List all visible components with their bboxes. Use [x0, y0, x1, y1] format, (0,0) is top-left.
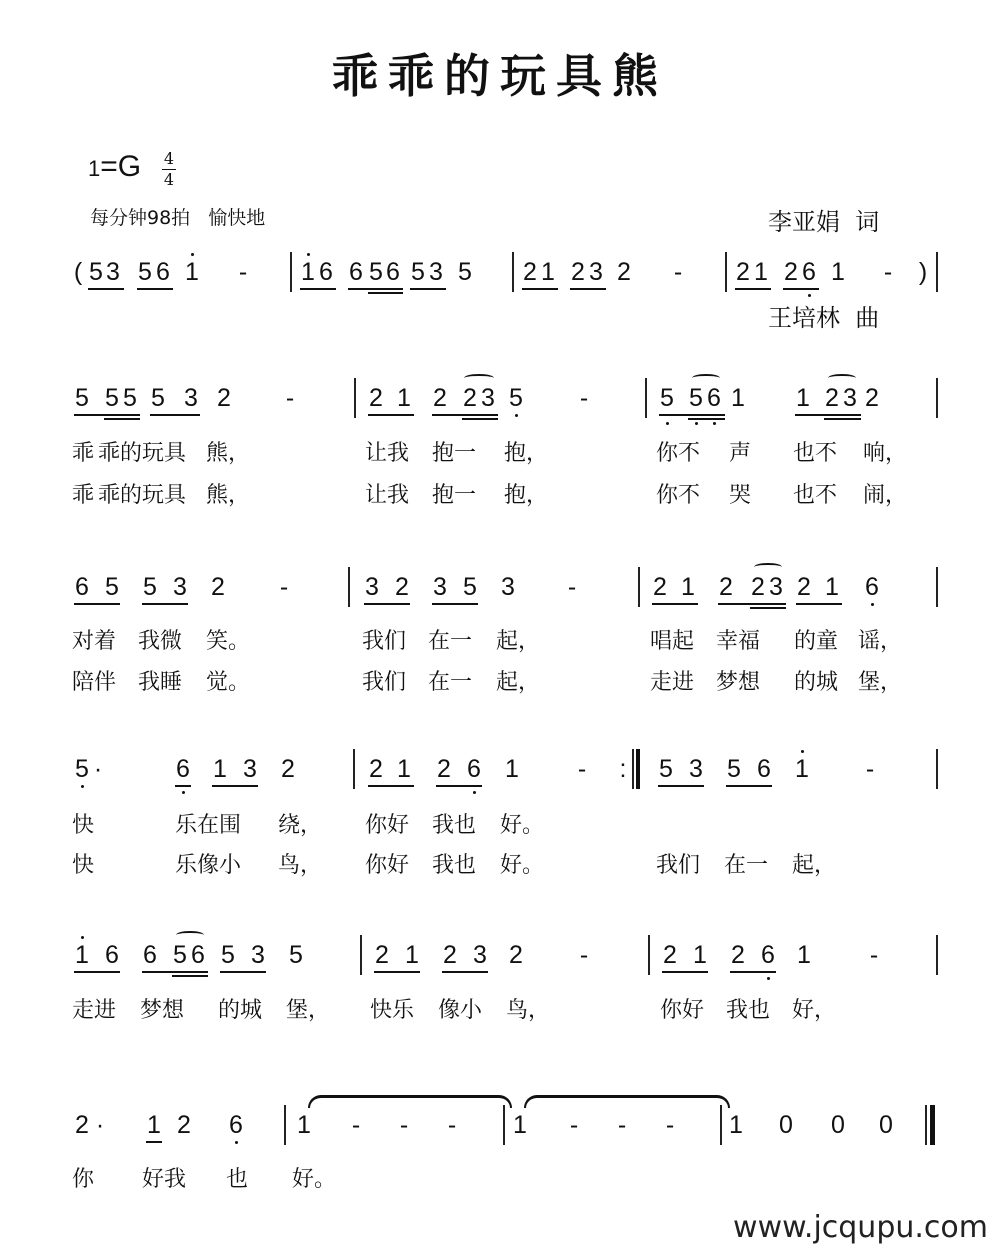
underline-eighth [735, 288, 771, 290]
note: 3 [473, 941, 487, 969]
underline-eighth [74, 971, 120, 973]
barline-repeat-thin [632, 749, 634, 789]
tempo-marking: 每分钟98拍 愉快地 [90, 207, 266, 229]
lyric: 在一 [428, 629, 473, 654]
underline-eighth [432, 603, 478, 605]
underline-sixteenth [104, 418, 140, 420]
note: 3 [589, 258, 603, 286]
note: 3 [481, 384, 495, 412]
note-low: 5 [509, 384, 523, 412]
lyric: 也不 [793, 441, 838, 466]
underline-eighth [795, 414, 861, 416]
dash: - [279, 573, 289, 601]
dash: - [238, 258, 248, 286]
lyric: 唱起 [650, 629, 695, 654]
watermark-url: www.jcqupu.com [733, 1210, 988, 1245]
note: 5 [138, 258, 152, 286]
lyric: 你好 [365, 813, 410, 838]
note: 2 [433, 384, 447, 412]
slur [176, 931, 204, 939]
barline [936, 749, 938, 789]
barline [725, 252, 727, 292]
dash: - [577, 755, 587, 783]
note: 3 [433, 573, 447, 601]
note: 1 [681, 573, 695, 601]
underline-eighth [348, 288, 403, 290]
note: 1 [754, 258, 768, 286]
underline-eighth [368, 414, 414, 416]
lyric: 鸟， [278, 853, 323, 878]
octave-dot-below [515, 414, 518, 417]
underline-eighth [796, 603, 842, 605]
lyric: 我们 [656, 853, 701, 878]
lyric: 笑。 [206, 629, 251, 654]
note: 1 [797, 941, 811, 969]
underline-eighth [374, 971, 420, 973]
octave-dot-below [182, 791, 185, 794]
lyric: 乖的玩具 [98, 441, 187, 466]
underline-eighth [718, 603, 786, 605]
note-low: 6 [229, 1111, 243, 1139]
lyric: 我也 [432, 853, 477, 878]
note: 6 [105, 941, 119, 969]
octave-dot-below [871, 603, 874, 606]
underline-sixteenth [824, 418, 861, 420]
note-high: 1 [185, 258, 199, 286]
underline-eighth [783, 288, 819, 290]
note-low: 5 [689, 384, 703, 412]
note: 3 [769, 573, 783, 601]
note-high: 1 [75, 941, 89, 969]
lyric: 乐在围 [175, 813, 242, 838]
lyric: 乖的玩具 [98, 483, 187, 508]
lyric: 声 [729, 441, 752, 466]
underline-eighth [652, 603, 698, 605]
note: 2 [443, 941, 457, 969]
note: 1 [297, 1111, 311, 1139]
note: 2 [653, 573, 667, 601]
barline [648, 935, 650, 975]
octave-dot-above [307, 253, 310, 256]
octave-dot-below [666, 422, 669, 425]
barline [360, 935, 362, 975]
lyric: 好， [792, 998, 837, 1023]
underline-sixteenth [688, 418, 725, 420]
note: 2 [731, 941, 745, 969]
dash: - [579, 384, 589, 412]
lyric: 快 [72, 853, 95, 878]
key-name: =G [100, 150, 142, 183]
dash: - [569, 1111, 579, 1139]
note: 2 [797, 573, 811, 601]
note: 5 [463, 573, 477, 601]
underline-eighth [146, 1141, 162, 1143]
lyric: 在一 [724, 853, 769, 878]
lyric: 陪伴 [72, 670, 117, 695]
note: 2 [751, 573, 765, 601]
note: 6 [386, 258, 400, 286]
barline-end [936, 252, 938, 292]
lyric: 熊， [206, 483, 251, 508]
credits [768, 142, 879, 366]
note: 5 [151, 384, 165, 412]
note: 6 [349, 258, 363, 286]
lyric: 觉。 [206, 670, 251, 695]
underline-eighth [726, 785, 772, 787]
slur [692, 374, 720, 382]
note: 2 [463, 384, 477, 412]
note: 2 [617, 258, 631, 286]
paren-close: ) [918, 258, 928, 286]
underline-sixteenth [462, 418, 498, 420]
note-low: 6 [865, 573, 879, 601]
slur [828, 374, 856, 382]
note: 2 [437, 755, 451, 783]
dash: - [567, 573, 577, 601]
lyric: 你不 [656, 441, 701, 466]
note: 5 [289, 941, 303, 969]
dash: - [351, 1111, 361, 1139]
note: 2 [663, 941, 677, 969]
note: 6 [319, 258, 333, 286]
lyric: 好。 [500, 813, 545, 838]
note: 2 [825, 384, 839, 412]
lyric: 我也 [726, 998, 771, 1023]
note: 3 [429, 258, 443, 286]
barline [720, 1105, 722, 1145]
octave-dot-below [767, 977, 770, 980]
octave-dot-below [695, 422, 698, 425]
underline-eighth [300, 288, 336, 290]
rest: 0 [879, 1111, 893, 1139]
lyric: 像小 [438, 998, 483, 1023]
barline [290, 252, 292, 292]
note: 1 [541, 258, 555, 286]
note: 5 [105, 384, 119, 412]
dash: - [883, 258, 893, 286]
lyric: 你 [72, 1167, 95, 1192]
note: 2 [375, 941, 389, 969]
underline-sixteenth [172, 975, 208, 977]
lyric: 快乐 [370, 998, 415, 1023]
underline-eighth [659, 414, 725, 416]
note: 2 [865, 384, 879, 412]
note: 2 [736, 258, 750, 286]
lyric: 绕， [278, 813, 323, 838]
lyric: 我们 [362, 629, 407, 654]
note: 2 [523, 258, 537, 286]
note: 1 [693, 941, 707, 969]
lyric: 的童 [794, 629, 839, 654]
barline [353, 749, 355, 789]
note: 1 [731, 384, 745, 412]
barline [638, 567, 640, 607]
dash: - [665, 1111, 675, 1139]
lyric: 好。 [500, 853, 545, 878]
octave-dot-below [808, 294, 811, 297]
barline-repeat-thick [636, 749, 640, 789]
lyric: 起， [792, 853, 837, 878]
note: 3 [365, 573, 379, 601]
note: 5 [727, 755, 741, 783]
note: 1 [729, 1111, 743, 1139]
underline-eighth [730, 971, 776, 973]
lyric: 对着 [72, 629, 117, 654]
final-barline-thin [925, 1105, 927, 1145]
note: 5 [411, 258, 425, 286]
lyric: 我也 [432, 813, 477, 838]
note: 2 [571, 258, 585, 286]
lyric: 乖 [72, 483, 95, 508]
underline-eighth [74, 414, 140, 416]
time-bottom: 4 [163, 170, 175, 189]
lyric: 堡， [286, 998, 331, 1023]
note: 2 [75, 1111, 89, 1139]
underline-eighth [442, 971, 488, 973]
note: 1 [825, 573, 839, 601]
lyric: 的城 [794, 670, 839, 695]
underline-eighth [522, 288, 558, 290]
note: 5 [173, 941, 187, 969]
lyric: 你好 [365, 853, 410, 878]
slur [754, 563, 782, 571]
note: 1 [505, 755, 519, 783]
barline [936, 378, 938, 418]
underline-eighth [432, 414, 498, 416]
lyric: 让我 [365, 483, 410, 508]
lyric: 的城 [218, 998, 263, 1023]
lyric: 响， [863, 441, 908, 466]
underline-eighth [74, 603, 120, 605]
note: 2 [217, 384, 231, 412]
note-low: 5 [660, 384, 674, 412]
octave-dot-below [81, 785, 84, 788]
lyric: 好。 [292, 1167, 337, 1192]
dash: - [865, 755, 875, 783]
tie [308, 1095, 512, 1108]
lyric: 走进 [72, 998, 117, 1023]
note: 1 [796, 384, 810, 412]
song-title: 乖乖的玩具熊 [332, 49, 668, 103]
rest: 0 [779, 1111, 793, 1139]
underline-eighth [142, 603, 188, 605]
lyric: 哭 [729, 483, 752, 508]
note: 1 [405, 941, 419, 969]
note: 3 [251, 941, 265, 969]
final-barline-thick [930, 1105, 935, 1145]
tie [524, 1095, 730, 1108]
lyric: 起， [496, 670, 541, 695]
note: 2 [784, 258, 798, 286]
paren-open: ( [73, 258, 83, 286]
lyric: 抱， [504, 441, 549, 466]
dash: - [399, 1111, 409, 1139]
repeat-dots: : [619, 755, 627, 783]
octave-dot-above [81, 936, 84, 939]
note: 3 [243, 755, 257, 783]
augmentation-dot: · [93, 755, 103, 783]
note: 5 [458, 258, 472, 286]
note: 3 [501, 573, 515, 601]
time-top: 4 [163, 149, 175, 168]
underline-sixteenth [750, 607, 786, 609]
lyric: 我睡 [138, 670, 183, 695]
note: 2 [369, 384, 383, 412]
note: 2 [281, 755, 295, 783]
lyric: 闹， [863, 483, 908, 508]
underline-eighth [364, 603, 410, 605]
note-low: 6 [761, 941, 775, 969]
octave-dot-below [235, 1141, 238, 1144]
lyric: 起， [496, 629, 541, 654]
note-low: 5 [75, 755, 89, 783]
barline [503, 1105, 505, 1145]
note: 2 [177, 1111, 191, 1139]
lyric: 抱一 [432, 483, 477, 508]
rest: 0 [831, 1111, 845, 1139]
lyric: 我微 [138, 629, 183, 654]
lyric: 也不 [793, 483, 838, 508]
note: 5 [143, 573, 157, 601]
note: 6 [143, 941, 157, 969]
lyric: 走进 [650, 670, 695, 695]
note-low: 6 [467, 755, 481, 783]
barline [936, 567, 938, 607]
lyric: 抱， [504, 483, 549, 508]
underline-eighth [658, 785, 704, 787]
lyric: 在一 [428, 670, 473, 695]
note: 3 [173, 573, 187, 601]
octave-dot-below [473, 791, 476, 794]
barline [936, 935, 938, 975]
note: 5 [123, 384, 137, 412]
time-signature [162, 150, 176, 189]
note: 1 [397, 384, 411, 412]
note: 6 [156, 258, 170, 286]
lyric: 乖 [72, 441, 95, 466]
lyric: 好我 [142, 1167, 187, 1192]
lyric: 堡， [858, 670, 903, 695]
barline [512, 252, 514, 292]
lyric: 乐像小 [175, 853, 242, 878]
note: 3 [689, 755, 703, 783]
note-high: 1 [301, 258, 315, 286]
dash: - [673, 258, 683, 286]
underline-eighth [88, 288, 124, 290]
barline [645, 378, 647, 418]
note: 6 [757, 755, 771, 783]
note: 6 [75, 573, 89, 601]
dash: - [285, 384, 295, 412]
note: 1 [147, 1111, 161, 1139]
slur [464, 374, 494, 382]
lyric: 快 [72, 813, 95, 838]
underline-eighth [220, 971, 266, 973]
note: 1 [831, 258, 845, 286]
underline-eighth [570, 288, 606, 290]
note: 6 [191, 941, 205, 969]
dash: - [869, 941, 879, 969]
underline-eighth [436, 785, 482, 787]
lyric: 抱一 [432, 441, 477, 466]
lyric: 鸟， [506, 998, 551, 1023]
underline-eighth [137, 288, 173, 290]
lyric: 谣， [858, 629, 903, 654]
underline-eighth [662, 971, 708, 973]
note: 1 [513, 1111, 527, 1139]
lyric: 梦想 [716, 670, 761, 695]
lyric: 熊， [206, 441, 251, 466]
lyric: 你好 [660, 998, 705, 1023]
note-low: 6 [176, 755, 190, 783]
note: 3 [106, 258, 120, 286]
note: 6 [802, 258, 816, 286]
note-low: 6 [707, 384, 721, 412]
note: 2 [395, 573, 409, 601]
note: 3 [184, 384, 198, 412]
note: 5 [75, 384, 89, 412]
augmentation-dot: · [95, 1111, 105, 1139]
lyric: 梦想 [140, 998, 185, 1023]
note: 5 [105, 573, 119, 601]
underline-eighth [212, 785, 258, 787]
note-high: 1 [795, 755, 809, 783]
lyric: 我们 [362, 670, 407, 695]
barline [354, 378, 356, 418]
note: 5 [659, 755, 673, 783]
underline-eighth [175, 785, 191, 787]
lyric: 幸福 [716, 629, 761, 654]
key-signature [88, 150, 141, 184]
note: 5 [89, 258, 103, 286]
octave-dot-above [801, 750, 804, 753]
barline [348, 567, 350, 607]
underline-eighth [150, 414, 200, 416]
underline-eighth [142, 971, 208, 973]
lyric: 让我 [365, 441, 410, 466]
key-tonic: 1 [88, 156, 101, 181]
note: 1 [397, 755, 411, 783]
underline-eighth [368, 785, 414, 787]
note: 1 [213, 755, 227, 783]
note: 2 [719, 573, 733, 601]
note: 5 [369, 258, 383, 286]
barline [284, 1105, 286, 1145]
note: 5 [221, 941, 235, 969]
octave-dot-above [191, 253, 194, 256]
note: 3 [843, 384, 857, 412]
dash: - [617, 1111, 627, 1139]
note: 2 [211, 573, 225, 601]
dash: - [579, 941, 589, 969]
lyric: 你不 [656, 483, 701, 508]
lyric: 也 [226, 1167, 249, 1192]
note: 2 [369, 755, 383, 783]
underline-eighth [410, 288, 446, 290]
dash: - [447, 1111, 457, 1139]
lyricist: 李亚娟 词 [768, 208, 880, 236]
underline-sixteenth [368, 292, 403, 294]
composer: 王培林 曲 [768, 304, 880, 332]
octave-dot-below [713, 422, 716, 425]
note: 2 [509, 941, 523, 969]
